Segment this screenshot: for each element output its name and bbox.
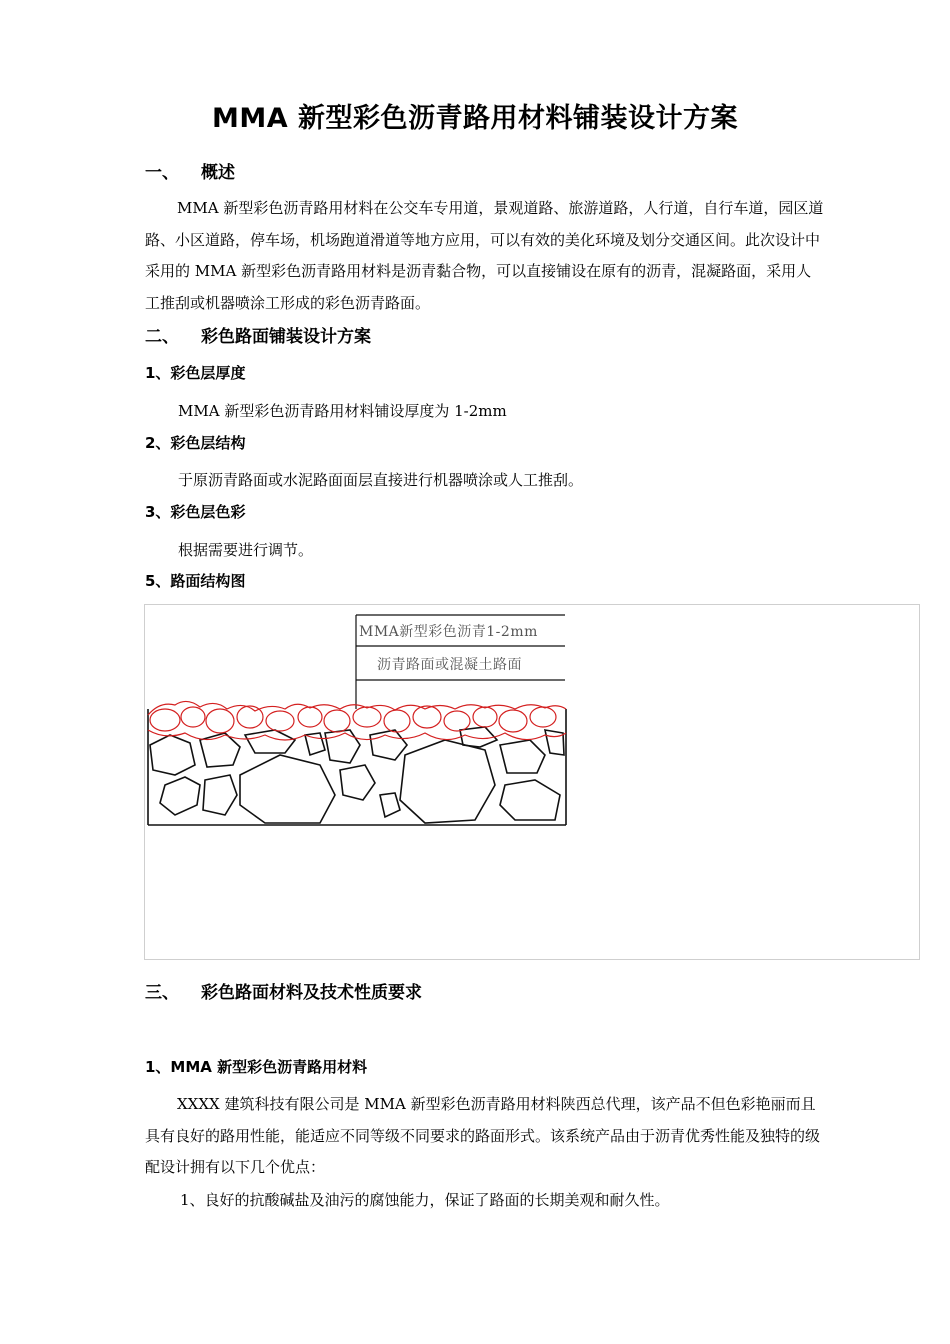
pavement-structure-diagram xyxy=(145,605,921,961)
subsection-material-heading: 1、MMA 新型彩色沥青路用材料 xyxy=(145,1058,368,1076)
section-1-paragraph: MMA 新型彩色沥青路用材料在公交车专用道，景观道路、旅游道路，人行道，自行车道，园区道路、小区道路，停车场，机场跑道滑道等地方应用，可以有效的美化环境及划分交通区间。此次设计中采用的 MMA 新型彩色沥青路用材料是沥青黏合物，可以直接铺设在原有的沥青，混凝路面，采用人工推刮或机器喷涂工形成的彩色沥青路面。 xyxy=(145,199,824,312)
label-base-layer: 沥青路面或混凝土路面 xyxy=(377,657,522,673)
subsection-color-text: 根据需要进行调节。 xyxy=(178,541,314,559)
subsection-structure-heading: 2、彩色层结构 xyxy=(145,434,246,452)
section-2-number: 二、 xyxy=(145,327,179,347)
section-2-title: 彩色路面铺装设计方案 xyxy=(201,327,371,347)
pavement-structure-figure xyxy=(144,604,920,960)
subsection-color-heading: 3、彩色层色彩 xyxy=(145,503,246,521)
section-3-heading xyxy=(145,978,422,1003)
section-1-number: 一、 xyxy=(145,163,179,183)
coating-layer xyxy=(148,701,566,740)
section-1-title: 概述 xyxy=(201,163,235,183)
section-3-paragraph: XXXX 建筑科技有限公司是 MMA 新型彩色沥青路用材料陕西总代理，该产品不但色彩艳丽而且具有良好的路用性能，能适应不同等级不同要求的路面形式。该系统产品由于沥青优秀性能及独特的级配设计拥有以下几个优点： xyxy=(145,1095,821,1176)
section-2-heading xyxy=(145,322,371,347)
section-3-title: 彩色路面材料及技术性质要求 xyxy=(201,983,422,1003)
document-title: MMA 新型彩色沥青路用材料铺装设计方案 xyxy=(211,103,739,134)
advantage-point-1: 1、良好的抗酸碱盐及油污的腐蚀能力，保证了路面的长期美观和耐久性。 xyxy=(180,1191,670,1209)
subsection-thickness-heading: 1、彩色层厚度 xyxy=(145,364,246,382)
subsection-diagram-heading: 5、路面结构图 xyxy=(145,572,246,590)
label-coating-layer: MMA新型彩色沥青1-2mm xyxy=(359,624,538,640)
subsection-thickness-text: MMA 新型彩色沥青路用材料铺设厚度为 1-2mm xyxy=(178,402,507,420)
section-3-number: 三、 xyxy=(145,983,179,1003)
base-layer xyxy=(148,709,566,825)
subsection-structure-text: 于原沥青路面或水泥路面面层直接进行机器喷涂或人工推刮。 xyxy=(178,471,584,489)
section-1-heading xyxy=(145,158,235,183)
